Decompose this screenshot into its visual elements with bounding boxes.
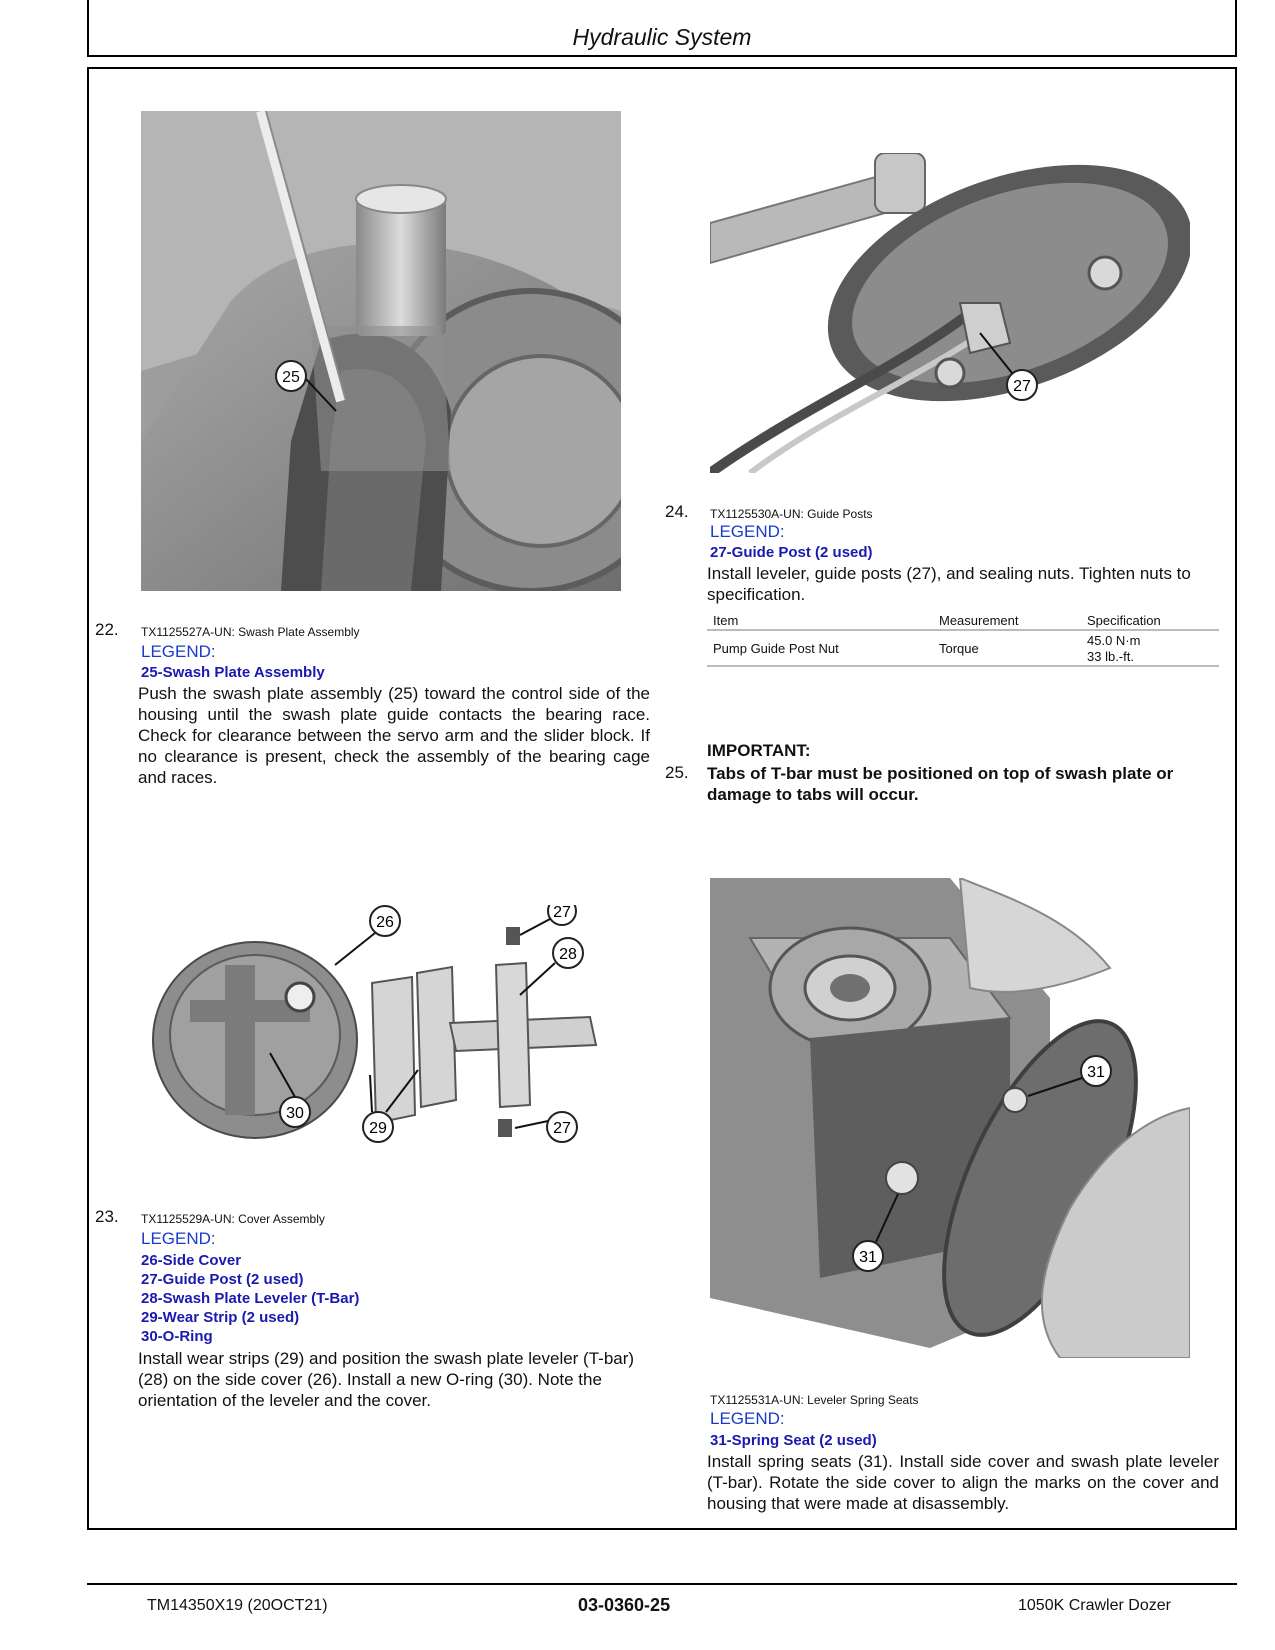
figure-caption-22: TX1125527A-UN: Swash Plate Assembly — [141, 625, 360, 639]
step-22-text: Push the swash plate assembly (25) toward the control side of the housing until the swash plate guide contacts the bearing race. Check for clearance between the servo arm and the slider block. If no clearance is present, check the assembly of the bearing cage and races. — [138, 684, 650, 787]
header-specification: Specification — [1087, 613, 1161, 628]
cell-item: Pump Guide Post Nut — [713, 641, 839, 656]
callout-25: 25 — [282, 369, 300, 386]
cell-spec-metric: 45.0 N·m — [1087, 633, 1141, 648]
table-divider — [707, 629, 1219, 631]
step-number-23: 23. — [95, 1207, 119, 1226]
footer-page-number: 03-0360-25 — [578, 1595, 671, 1615]
figure-caption-23: TX1125529A-UN: Cover Assembly — [141, 1212, 325, 1226]
leveler-spring-seats-photo — [710, 878, 1190, 1358]
callout-31-top: 31 — [1087, 1064, 1105, 1081]
legend-item: 30-O-Ring — [141, 1328, 213, 1345]
spec-table — [707, 611, 1219, 667]
legend-item: 25-Swash Plate Assembly — [141, 664, 325, 681]
callout-31-bottom: 31 — [859, 1249, 877, 1266]
legend-list-25 — [710, 1431, 877, 1450]
callout-28: 28 — [559, 946, 577, 963]
section-title: Hydraulic System — [572, 24, 752, 50]
step-24-text: Install leveler, guide posts (27), and sealing nuts. Tighten nuts to specification. — [707, 564, 1191, 604]
footer-doc-id: TM14350X19 (20OCT21) — [147, 1597, 328, 1614]
step-number-25: 25. — [665, 763, 689, 782]
cell-spec-imperial: 33 lb.-ft. — [1087, 649, 1134, 664]
callout-30: 30 — [286, 1105, 304, 1122]
step-number-24: 24. — [665, 502, 689, 521]
swash-plate-assembly-photo — [141, 111, 621, 591]
step-number-22: 22. — [95, 620, 119, 639]
legend-item: 26-Side Cover — [141, 1252, 242, 1269]
callout-27: 27 — [1013, 378, 1031, 395]
cover-assembly-photo — [150, 905, 630, 1173]
callout-27-top: 27 — [553, 905, 571, 921]
footer-product: 1050K Crawler Dozer — [1018, 1597, 1171, 1614]
header-item: Item — [713, 613, 739, 628]
callout-29: 29 — [369, 1120, 387, 1137]
step-25-body-text: Install spring seats (31). Install side cover and swash plate leveler (T-bar). Rotate the side cover to align the marks on the cover and housing that were made at disassembly. — [707, 1452, 1219, 1513]
legend-label-24: LEGEND: — [710, 522, 785, 541]
page-header — [87, 0, 1237, 57]
figure-caption-25: TX1125531A-UN: Leveler Spring Seats — [710, 1393, 919, 1407]
legend-label-25: LEGEND: — [710, 1409, 785, 1428]
step-25-important-text: Tabs of T-bar must be positioned on top of swash plate or damage to tabs will occur. — [707, 764, 1174, 804]
legend-list-23 — [141, 1251, 359, 1346]
legend-item: 31-Spring Seat (2 used) — [710, 1432, 877, 1449]
legend-item: 27-Guide Post (2 used) — [710, 544, 873, 561]
footer-divider — [87, 1583, 1237, 1585]
callout-27-bottom: 27 — [553, 1120, 571, 1137]
important-label: IMPORTANT: — [707, 741, 811, 760]
legend-item: 27-Guide Post (2 used) — [141, 1271, 304, 1288]
legend-item: 29-Wear Strip (2 used) — [141, 1309, 300, 1326]
callout-26: 26 — [376, 914, 394, 931]
table-row — [707, 633, 1219, 663]
legend-label-23: LEGEND: — [141, 1229, 216, 1248]
table-divider — [707, 665, 1219, 667]
figure-caption-24: TX1125530A-UN: Guide Posts — [710, 507, 873, 521]
step-23-text: Install wear strips (29) and position the swash plate leveler (T-bar) (28) on the side cover (26). Install a new O-ring (30). Note the orientation of the leveler and the cover. — [138, 1349, 635, 1410]
legend-list-22 — [141, 663, 325, 682]
legend-item: 28-Swash Plate Leveler (T-Bar) — [141, 1290, 360, 1307]
cell-measurement: Torque — [939, 641, 979, 656]
legend-label-22: LEGEND: — [141, 642, 216, 661]
header-measurement: Measurement — [939, 613, 1019, 628]
legend-list-24 — [710, 543, 873, 562]
guide-posts-photo — [710, 153, 1190, 473]
